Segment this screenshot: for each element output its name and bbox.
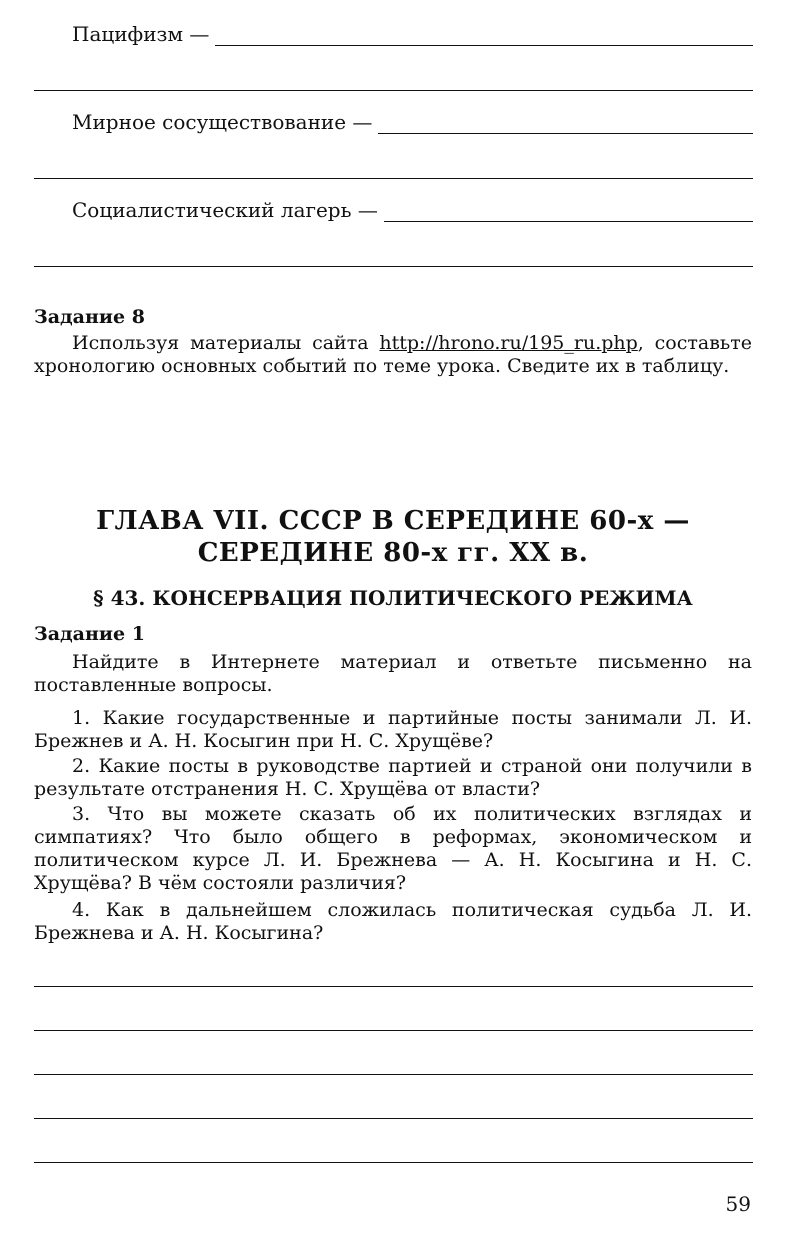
- task-1-question-3: [34, 803, 752, 895]
- answer-line[interactable]: [378, 115, 753, 134]
- answer-line[interactable]: [34, 1162, 753, 1163]
- task-1-question-4: [34, 899, 752, 945]
- answer-line[interactable]: [34, 178, 753, 179]
- task-1-question-2: [34, 755, 752, 801]
- task-8-link[interactable]: http://hrono.ru/195_ru.php: [379, 332, 638, 354]
- answer-line[interactable]: [34, 90, 753, 91]
- chapter-title-line-1: ГЛАВА VII. СССР В СЕРЕДИНЕ 60-х —: [96, 506, 690, 536]
- answer-line[interactable]: [34, 1030, 753, 1031]
- answer-line[interactable]: [384, 203, 753, 222]
- definition-term: Пацифизм —: [72, 22, 210, 46]
- task-8-text-before: Используя материалы сайта: [72, 332, 380, 354]
- answer-line[interactable]: [34, 986, 753, 987]
- answer-line[interactable]: [34, 1118, 753, 1119]
- task-1-question-1: [34, 707, 752, 753]
- definition-term: Мирное сосуществование —: [72, 110, 373, 134]
- chapter-title-line-2: СЕРЕДИНЕ 80-х гг. XX в.: [197, 538, 589, 568]
- task-1-intro: [34, 651, 752, 697]
- page-number: 59: [725, 1192, 751, 1216]
- definition-row-pacifism: [72, 22, 753, 46]
- definition-row-socialist-camp: [72, 198, 753, 222]
- question-text: 4. Как в дальнейшем сложилась политическая судьба Л. И. Брежнева и А. Н. Косыгина?: [34, 899, 752, 944]
- task-8-text-after: , составьте хронологию основных событий по теме урока. Сведите их в таблицу.: [34, 332, 753, 377]
- question-text: 2. Какие посты в руководстве партией и страной они получили в результате отстранения Н. С. Хрущёва от власти?: [34, 755, 752, 800]
- definition-row-peaceful-coexistence: [72, 110, 753, 134]
- task-1-heading: Задание 1: [34, 623, 145, 645]
- answer-line[interactable]: [34, 1074, 753, 1075]
- definition-term: Социалистический лагерь —: [72, 198, 378, 222]
- task-1-intro-text: Найдите в Интернете материал и ответьте письменно на поставленные вопросы.: [34, 651, 752, 696]
- question-text: 1. Какие государственные и партийные посты занимали Л. И. Брежнев и А. Н. Косыгин при Н. С. Хрущёве?: [34, 707, 752, 752]
- answer-line[interactable]: [34, 266, 753, 267]
- section-title: § 43. КОНСЕРВАЦИЯ ПОЛИТИЧЕСКОГО РЕЖИМА: [93, 586, 693, 610]
- answer-line[interactable]: [215, 27, 753, 46]
- task-8-heading: Задание 8: [34, 306, 145, 328]
- task-8-text: [34, 332, 752, 378]
- question-text: 3. Что вы можете сказать об их политических взглядах и симпатиях? Что было общего в реформах, экономическом и политическом курсе Л. И. Брежнева — А. Н. Косыгина и Н. С. Хрущёва? В чём состояли различия?: [34, 803, 752, 894]
